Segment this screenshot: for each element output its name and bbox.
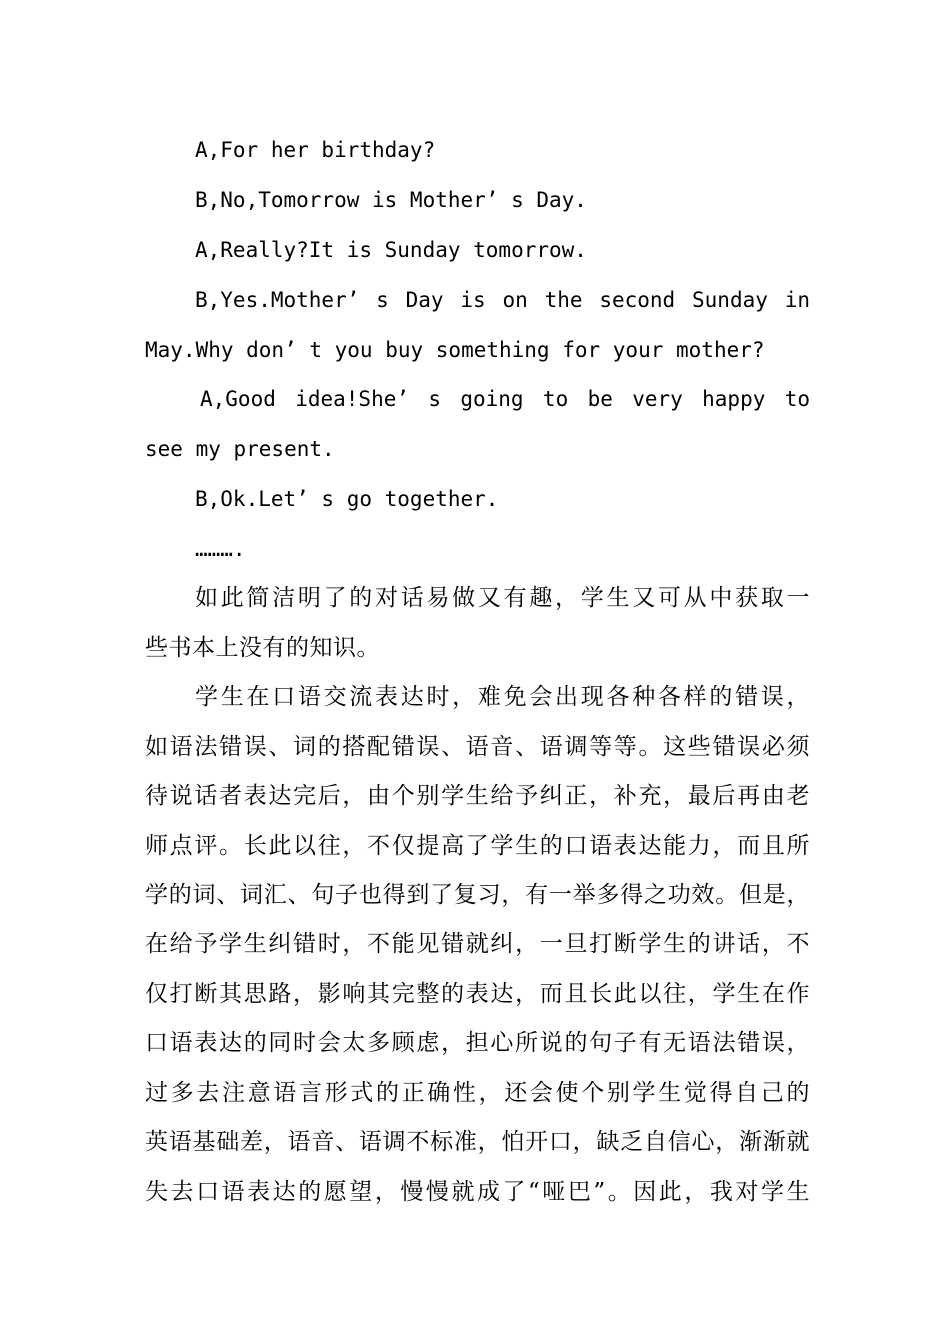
paragraph-1-line-1: 如此简洁明了的对话易做又有趣，学生又可从中获取一 [195,585,810,611]
dialogue-line-b2-part2: May.Why don’ t you buy something for your mother? [145,338,765,362]
paragraph-2-line-1: 学生在口语交流表达时，难免会出现各种各样的错误， [195,684,810,710]
ellipsis-line: ………. [195,537,246,561]
dialogue-line-a2: A,Really?It is Sunday tomorrow. [195,238,587,262]
paragraph-1-line-2: 些书本上没有的知识。 [145,635,380,661]
dialogue-line-a1: A,For her birthday? [195,138,436,162]
dialogue-line-a3-part1: A,Good idea!She’ s going to be very happy to [200,387,810,411]
dialogue-line-b1: B,No,Tomorrow is Mother’ s Day. [195,188,587,212]
paragraph-2-line-9: 过多去注意语言形式的正确性，还会使个别学生觉得自己的 [145,1080,810,1106]
paragraph-2-line-5: 学的词、词汇、句子也得到了复习，有一举多得之功效。但是， [145,882,810,908]
paragraph-2-line-10: 英语基础差，语音、语调不标准，怕开口，缺乏自信心，渐渐就 [145,1129,810,1155]
paragraph-2-line-7: 仅打断其思路，影响其完整的表达，而且长此以往，学生在作 [145,981,810,1007]
paragraph-2-line-2: 如语法错误、词的搭配错误、语音、语调等等。这些错误必须 [145,734,810,760]
paragraph-2-line-6: 在给予学生纠错时，不能见错就纠，一旦打断学生的讲话，不 [145,931,810,957]
paragraph-2-line-8: 口语表达的同时会太多顾虑，担心所说的句子有无语法错误， [145,1030,810,1056]
paragraph-2-line-4: 师点评。长此以往，不仅提高了学生的口语表达能力，而且所 [145,833,810,859]
paragraph-2-line-11: 失去口语表达的愿望，慢慢就成了“哑巴”。因此，我对学生 [145,1179,810,1205]
paragraph-2-line-3: 待说话者表达完后，由个别学生给予纠正，补充，最后再由老 [145,783,810,809]
dialogue-line-b3: B,Ok.Let’ s go together. [195,487,499,511]
dialogue-line-b2-part1: B,Yes.Mother’ s Day is on the second Sunday in [195,288,810,312]
dialogue-line-a3-part2: see my present. [145,437,335,461]
